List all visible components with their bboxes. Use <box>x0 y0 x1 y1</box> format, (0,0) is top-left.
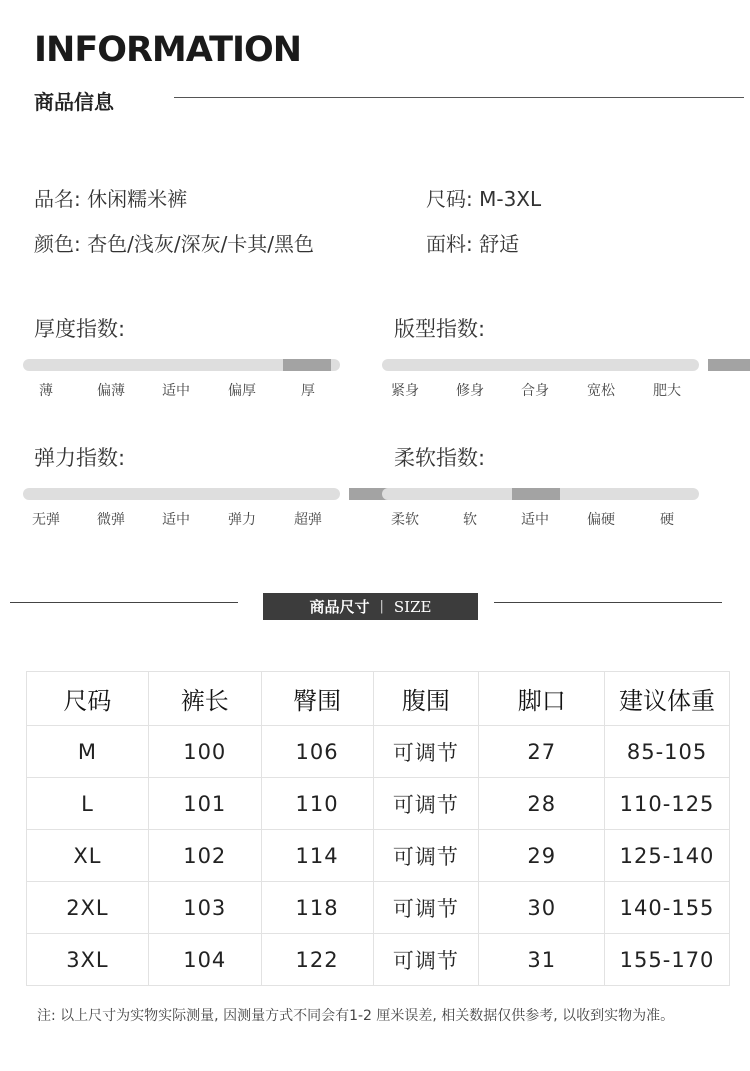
table-cell: 27 <box>479 726 605 778</box>
index-option-label: 硬 <box>660 512 674 528</box>
table-cell: 110-125 <box>605 778 730 830</box>
index-option-label: 超弹 <box>294 512 322 528</box>
thickness-index-labels <box>23 380 340 400</box>
product-size-range: 尺码: M-3XL <box>426 187 542 211</box>
fit-index-track <box>382 359 699 371</box>
elasticity-index-title: 弹力指数: <box>34 446 126 470</box>
index-option-label: 适中 <box>162 512 190 528</box>
title-divider <box>174 97 744 98</box>
table-cell: 106 <box>261 726 373 778</box>
table-cell: XL <box>27 830 149 882</box>
table-cell: 114 <box>261 830 373 882</box>
table-row <box>27 882 730 934</box>
fit-index-labels <box>382 380 699 400</box>
table-cell: 2XL <box>27 882 149 934</box>
size-table <box>26 671 730 986</box>
index-option-label: 偏厚 <box>228 383 256 399</box>
table-header: 腹围 <box>373 672 479 726</box>
index-option-label: 适中 <box>521 512 549 528</box>
index-option-label: 软 <box>463 512 477 528</box>
product-fabric: 面料: 舒适 <box>426 232 520 256</box>
elasticity-index-labels <box>23 509 340 529</box>
index-option-label: 修身 <box>456 383 484 399</box>
table-cell: 110 <box>261 778 373 830</box>
index-option-label: 适中 <box>162 383 190 399</box>
table-row <box>27 830 730 882</box>
index-option-label: 紧身 <box>391 383 419 399</box>
table-cell: 28 <box>479 778 605 830</box>
table-cell: 29 <box>479 830 605 882</box>
table-cell: 可调节 <box>373 882 479 934</box>
index-option-label: 弹力 <box>228 512 256 528</box>
thickness-index-marker <box>283 359 331 371</box>
table-cell: 可调节 <box>373 934 479 986</box>
measurement-note: 注: 以上尺寸为实物实际测量, 因测量方式不同会有1-2 厘米误差, 相关数据仅供参考, 以收到实物为准。 <box>37 1008 675 1024</box>
table-cell: 104 <box>148 934 261 986</box>
table-row <box>27 934 730 986</box>
thickness-index-title: 厚度指数: <box>34 317 126 341</box>
size-banner-cn: 商品尺寸 <box>309 598 370 616</box>
softness-index-marker <box>512 488 560 500</box>
index-option-label: 柔软 <box>391 512 419 528</box>
index-option-label: 肥大 <box>653 383 681 399</box>
table-header-row <box>27 672 730 726</box>
index-option-label: 偏硬 <box>587 512 615 528</box>
index-option-label: 厚 <box>301 383 315 399</box>
table-cell: 可调节 <box>373 778 479 830</box>
index-option-label: 合身 <box>521 383 549 399</box>
table-cell: 155-170 <box>605 934 730 986</box>
index-option-label: 微弹 <box>97 512 125 528</box>
thickness-index-track <box>23 359 340 371</box>
table-cell: 103 <box>148 882 261 934</box>
table-cell: 118 <box>261 882 373 934</box>
table-cell: 125-140 <box>605 830 730 882</box>
size-banner-separator: | <box>379 599 384 614</box>
index-option-label: 偏薄 <box>97 383 125 399</box>
table-cell: 100 <box>148 726 261 778</box>
fit-index-marker <box>708 359 750 371</box>
table-header: 尺码 <box>27 672 149 726</box>
softness-index-labels <box>382 509 699 529</box>
table-cell: 30 <box>479 882 605 934</box>
size-divider-left <box>10 602 238 603</box>
table-cell: 101 <box>148 778 261 830</box>
table-header: 臀围 <box>261 672 373 726</box>
size-divider-right <box>494 602 722 603</box>
table-header: 裤长 <box>148 672 261 726</box>
table-cell: 可调节 <box>373 830 479 882</box>
index-option-label: 薄 <box>39 383 53 399</box>
table-cell: L <box>27 778 149 830</box>
table-row <box>27 778 730 830</box>
index-option-label: 无弹 <box>32 512 60 528</box>
table-header: 脚口 <box>479 672 605 726</box>
page-title-cn: 商品信息 <box>34 90 114 114</box>
elasticity-index-track <box>23 488 340 500</box>
table-cell: 140-155 <box>605 882 730 934</box>
fit-index-title: 版型指数: <box>394 317 486 341</box>
size-section-banner <box>263 593 478 620</box>
product-colors: 颜色: 杏色/浅灰/深灰/卡其/黑色 <box>34 232 315 256</box>
product-name: 品名: 休闲糯米裤 <box>34 187 188 211</box>
softness-index-track <box>382 488 699 500</box>
index-option-label: 宽松 <box>587 383 615 399</box>
size-banner-en: SIZE <box>393 597 432 616</box>
table-cell: 31 <box>479 934 605 986</box>
table-header: 建议体重 <box>605 672 730 726</box>
softness-index-title: 柔软指数: <box>394 446 486 470</box>
table-cell: 122 <box>261 934 373 986</box>
table-cell: 102 <box>148 830 261 882</box>
page-title-en: INFORMATION <box>34 30 302 70</box>
table-cell: 85-105 <box>605 726 730 778</box>
table-row <box>27 726 730 778</box>
table-cell: 3XL <box>27 934 149 986</box>
table-cell: 可调节 <box>373 726 479 778</box>
table-cell: M <box>27 726 149 778</box>
